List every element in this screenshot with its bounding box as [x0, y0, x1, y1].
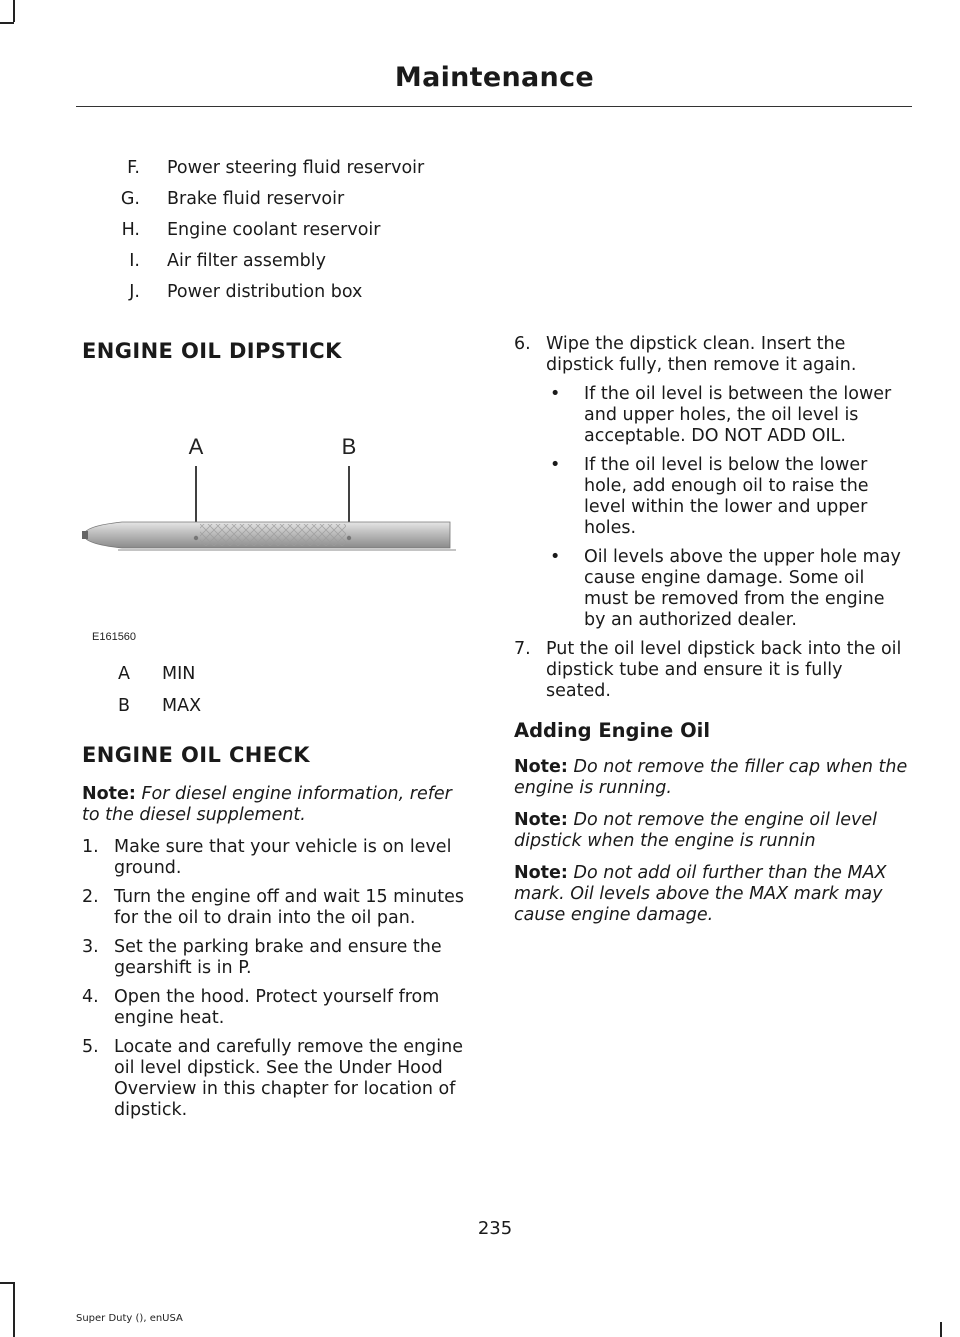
legend-text: Brake fluid reservoir	[167, 189, 345, 209]
step-number: 1.	[82, 837, 99, 857]
adding-oil-heading: Adding Engine Oil	[514, 719, 711, 742]
dipstick-heading: ENGINE OIL DIPSTICK	[82, 339, 342, 363]
legend-text: Air filter assembly	[167, 251, 326, 271]
step-number: 5.	[82, 1037, 99, 1057]
left-column	[82, 158, 474, 1129]
step-number: 4.	[82, 987, 99, 1007]
note-label: Note:	[514, 863, 568, 883]
legend-text: MAX	[162, 696, 202, 716]
step-text: Set the parking brake and ensure the gearshift is in P.	[114, 937, 442, 978]
footer-text: Super Duty (), enUSA	[76, 1313, 183, 1324]
crop-mark	[13, 1282, 15, 1337]
crop-mark	[940, 1322, 942, 1337]
legend-key: F.	[127, 158, 140, 178]
note-label: Note:	[514, 810, 568, 830]
bullet-glyph: •	[550, 384, 561, 404]
step-text: Put the oil level dipstick back into the oil dipstick tube and ensure it is fully seated.	[546, 639, 902, 701]
figure-image-id: E161560	[92, 631, 137, 643]
legend-key: A	[118, 664, 130, 684]
step-item	[514, 334, 910, 376]
legend-item	[82, 664, 474, 685]
bullet-text: If the oil level is between the lower and upper holes, the oil level is acceptable. DO NOT ADD OIL.	[584, 384, 892, 446]
legend-text: Power steering fluid reservoir	[167, 158, 425, 178]
figure-label-a: A	[188, 434, 204, 459]
bullet-text: Oil levels above the upper hole may cause engine damage. Some oil must be removed from the engine by an authorized dealer.	[584, 547, 901, 630]
legend-text: Power distribution box	[167, 282, 363, 302]
note-label: Note:	[514, 757, 568, 777]
bullet-item	[546, 547, 910, 631]
legend-item	[82, 220, 474, 241]
dipstick-rod	[82, 522, 456, 550]
header-rule	[76, 106, 912, 107]
step-text: Wipe the dipstick clean. Insert the dipstick fully, then remove it again.	[546, 334, 857, 375]
legend-key: J.	[129, 282, 140, 302]
legend-item	[82, 282, 474, 303]
legend-key: H.	[121, 220, 140, 240]
step-number: 3.	[82, 937, 99, 957]
page-number: 235	[477, 1218, 513, 1239]
page-title: Maintenance	[394, 62, 594, 93]
dipstick-figure	[82, 374, 474, 654]
step-item	[82, 887, 474, 929]
adding-note	[514, 757, 910, 799]
legend-text: Engine coolant reservoir	[167, 220, 381, 240]
step-text: Locate and carefully remove the engine oil level dipstick. See the Under Hood Overview in this chapter for location of dipstick.	[114, 1037, 463, 1120]
crop-mark	[0, 22, 14, 24]
note-text: Do not remove the engine oil level dipstick when the engine is runnin	[514, 810, 877, 851]
bullet-glyph: •	[550, 547, 561, 567]
step-text: Open the hood. Protect yourself from engine heat.	[114, 987, 440, 1028]
legend-key: G.	[120, 189, 140, 209]
right-column	[514, 334, 910, 937]
step-item	[82, 1037, 474, 1121]
figure-label-b: B	[341, 434, 357, 459]
adding-note	[514, 810, 910, 852]
bullet-item	[546, 384, 910, 447]
step-item	[82, 987, 474, 1029]
legend-item	[82, 158, 474, 179]
component-legend	[82, 158, 474, 303]
step-number: 7.	[514, 639, 531, 659]
legend-text: MIN	[162, 664, 196, 684]
step-number: 2.	[82, 887, 99, 907]
step-text: Turn the engine off and wait 15 minutes for the oil to drain into the oil pan.	[114, 887, 464, 928]
bullet-glyph: •	[550, 455, 561, 475]
step-item	[514, 639, 910, 702]
legend-item	[82, 696, 474, 717]
step-item	[82, 937, 474, 979]
dipstick-legend	[82, 664, 474, 717]
step-item	[82, 837, 474, 879]
note-label: Note:	[82, 784, 136, 804]
note-text: For diesel engine information, refer to the diesel supplement.	[82, 784, 452, 825]
step-text: Make sure that your vehicle is on level ground.	[114, 837, 452, 878]
legend-key: I.	[129, 251, 140, 271]
bullet-item	[546, 455, 910, 539]
legend-key: B	[118, 696, 131, 716]
crop-mark	[0, 1282, 14, 1284]
legend-item	[82, 251, 474, 272]
adding-note	[514, 863, 910, 926]
legend-item	[82, 189, 474, 210]
bullet-text: If the oil level is below the lower hole, add enough oil to raise the level within the lower and upper holes.	[584, 455, 869, 538]
step-number: 6.	[514, 334, 531, 354]
diesel-note	[82, 784, 474, 826]
note-text: Do not remove the filler cap when the engine is running.	[514, 757, 908, 798]
oil-check-heading: ENGINE OIL CHECK	[82, 743, 310, 767]
note-text: Do not add oil further than the MAX mark. Oil levels above the MAX mark may cause engine damage.	[514, 863, 887, 925]
crop-mark	[13, 0, 15, 22]
